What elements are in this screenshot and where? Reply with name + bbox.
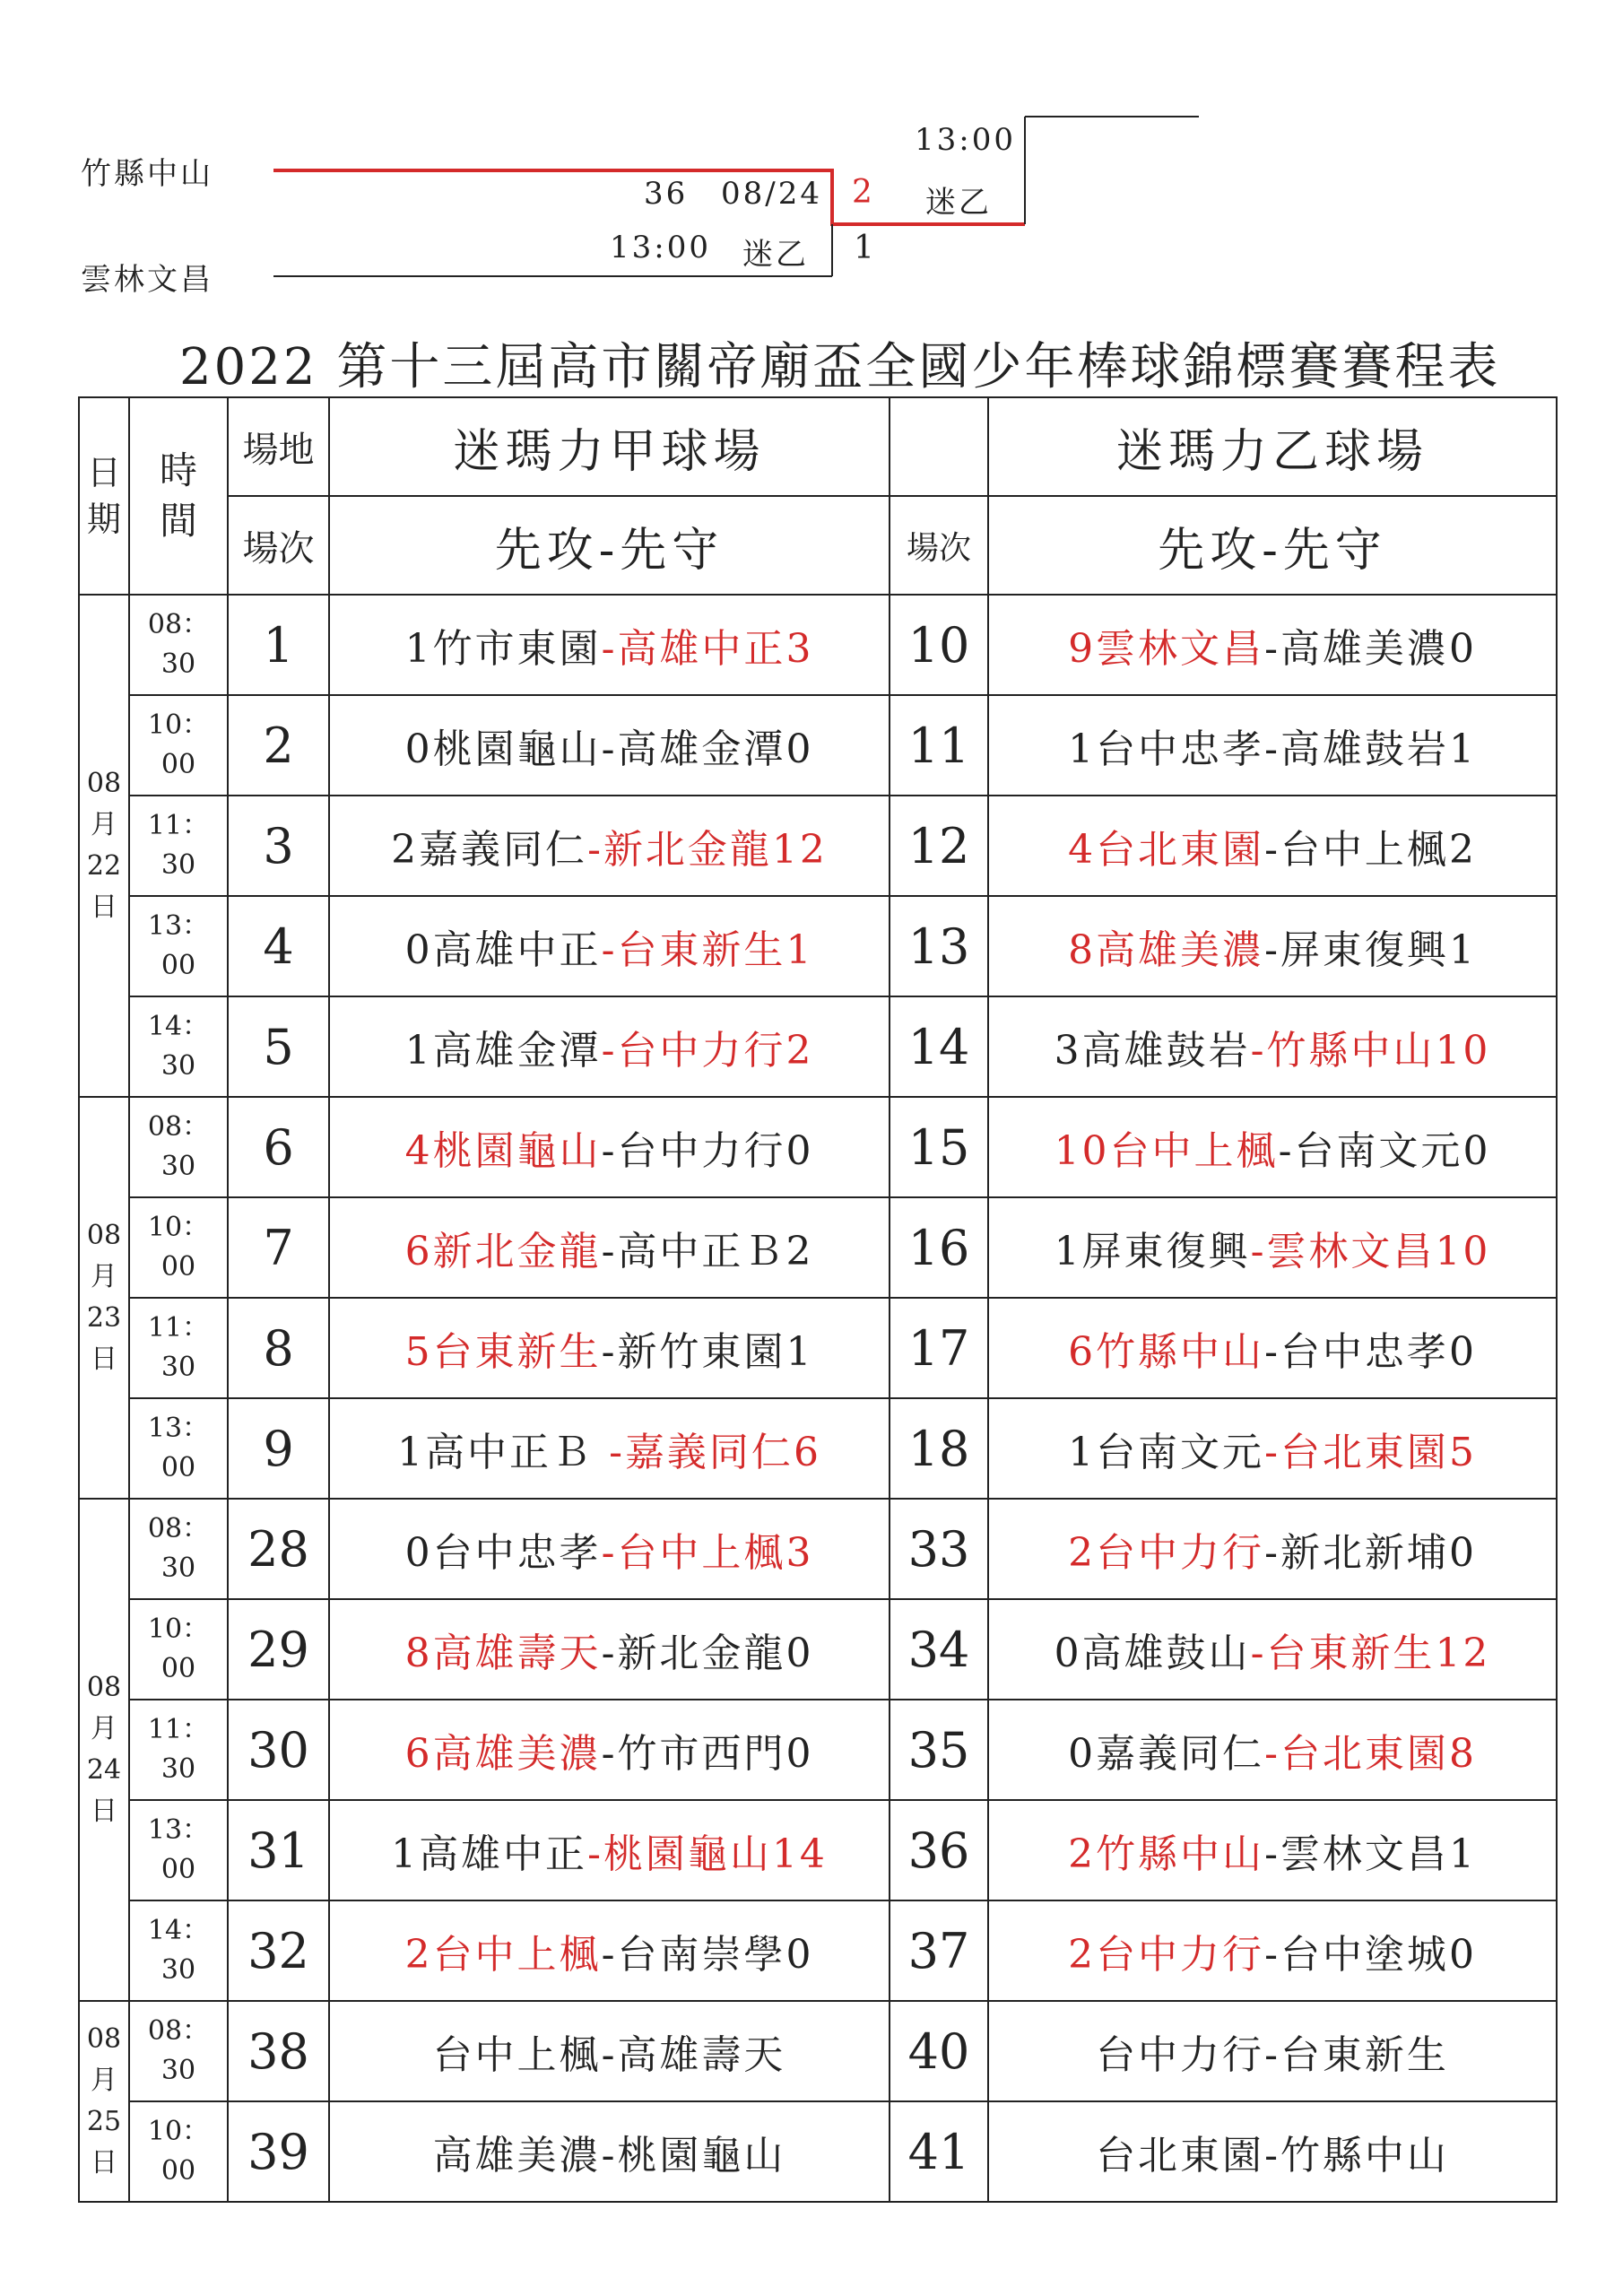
game-number-a: 38	[228, 2001, 329, 2101]
schedule-row	[79, 1700, 1557, 1800]
home-team: 竹縣中山	[1266, 1028, 1436, 1074]
home-score: 1	[1448, 726, 1477, 772]
time-label: 08： 30	[147, 609, 210, 680]
home-score: 1	[785, 1329, 814, 1375]
schedule-row	[79, 1398, 1557, 1499]
dash: -	[601, 726, 618, 772]
away-team: 嘉義同仁	[419, 827, 588, 873]
matchup-cell-a	[329, 1097, 890, 1197]
home-score: 0	[1462, 1128, 1491, 1174]
away-score: 2	[391, 827, 420, 873]
game-number-header-a: 場次	[228, 496, 329, 595]
matchup-header-a: 先攻-先守	[329, 496, 890, 595]
date-label: 08 月 22 日	[86, 768, 122, 923]
matchup-cell-a	[329, 595, 890, 695]
dash: -	[601, 1932, 618, 1978]
away-team: 新北金龍	[432, 1229, 602, 1274]
time-cell	[129, 695, 228, 796]
schedule-row	[79, 996, 1557, 1097]
game-number-a: 39	[228, 2101, 329, 2202]
home-score: 0	[785, 1631, 814, 1676]
matchup-cell-a	[329, 2001, 890, 2101]
dash: -	[601, 1028, 618, 1074]
matchup-cell-a	[329, 1900, 890, 2001]
time-cell	[129, 796, 228, 896]
home-team: 高雄美濃	[1280, 626, 1449, 672]
date-label: 08 月 23 日	[86, 1220, 122, 1375]
header-row-2	[79, 496, 1557, 595]
time-label: 10： 00	[147, 709, 210, 780]
matchup-cell-b	[988, 896, 1557, 996]
schedule-row	[79, 1197, 1557, 1298]
matchup-header-b: 先攻-先守	[988, 496, 1557, 595]
dash: -	[1264, 1731, 1280, 1777]
away-score: 6	[404, 1229, 433, 1274]
home-team: 高雄中正	[617, 626, 786, 672]
schedule-row	[79, 2101, 1557, 2202]
away-team: 桃園龜山	[432, 1128, 602, 1174]
bracket-score-bottom: 1	[854, 230, 874, 266]
home-score: 14	[771, 1831, 828, 1877]
matchup-cell-b	[988, 1197, 1557, 1298]
home-team: 高雄壽天	[617, 2032, 786, 2078]
dash: -	[1250, 1028, 1267, 1074]
matchup-cell-b	[988, 595, 1557, 695]
dash: -	[1264, 626, 1280, 672]
away-score: 2	[1068, 1831, 1097, 1877]
home-score: 0	[785, 1128, 814, 1174]
away-score: 10	[1054, 1128, 1110, 1174]
dash: -	[1264, 827, 1280, 873]
home-team: 台中忠孝	[1280, 1329, 1449, 1375]
time-label: 10： 00	[147, 1613, 210, 1684]
matchup-cell-b	[988, 2101, 1557, 2202]
game-number-b: 16	[890, 1197, 988, 1298]
game-number-b: 37	[890, 1900, 988, 2001]
home-score: 3	[785, 626, 814, 672]
home-score: 0	[1448, 1530, 1477, 1576]
home-team: 高中正Ｂ	[617, 1229, 786, 1274]
dash: -	[1278, 1128, 1295, 1174]
matchup-cell-b	[988, 1298, 1557, 1398]
matchup-cell-b	[988, 796, 1557, 896]
away-score: 4	[404, 1128, 433, 1174]
schedule-row	[79, 1298, 1557, 1398]
game-number-a: 2	[228, 695, 329, 796]
schedule-row	[79, 1900, 1557, 2001]
venue-header: 場地	[228, 397, 329, 496]
away-team: 高雄金潭	[432, 1028, 602, 1074]
schedule-row	[79, 1800, 1557, 1900]
home-team: 台中上楓	[617, 1530, 786, 1576]
dash: -	[601, 1530, 618, 1576]
home-team: 新北新埔	[1280, 1530, 1449, 1576]
schedule-row	[79, 695, 1557, 796]
blank-header	[890, 397, 988, 496]
time-label: 08： 30	[147, 1513, 210, 1584]
away-team: 高雄美濃	[432, 1731, 602, 1777]
dash: -	[1250, 1631, 1267, 1676]
dash: -	[1264, 2133, 1280, 2179]
game-number-b: 15	[890, 1097, 988, 1197]
schedule-table	[78, 396, 1558, 2203]
game-number-b: 41	[890, 2101, 988, 2202]
time-label: 10： 00	[147, 1212, 210, 1283]
game-number-b: 33	[890, 1499, 988, 1599]
time-cell	[129, 1900, 228, 2001]
dash: -	[1264, 726, 1280, 772]
matchup-cell-a	[329, 1700, 890, 1800]
bracket-lines	[0, 0, 1623, 305]
home-score: 1	[1448, 927, 1477, 973]
date-cell	[79, 595, 129, 1097]
home-team: 屏東復興	[1280, 927, 1449, 973]
field-b-header: 迷瑪力乙球場	[988, 397, 1557, 496]
home-score: 0	[1448, 1932, 1477, 1978]
bracket-game-number: 36	[644, 176, 689, 212]
time-label: 13： 00	[147, 910, 210, 981]
game-number-b: 35	[890, 1700, 988, 1800]
home-team: 雲林文昌	[1280, 1831, 1449, 1877]
dash: -	[1250, 1229, 1267, 1274]
away-score: 1	[404, 626, 433, 672]
date-cell	[79, 2001, 129, 2202]
away-score: 5	[404, 1329, 433, 1375]
away-score: 1	[1054, 1229, 1082, 1274]
away-score: 1	[1068, 726, 1097, 772]
away-score: 0	[404, 927, 433, 973]
game-number-a: 7	[228, 1197, 329, 1298]
away-team: 屏東復興	[1081, 1229, 1251, 1274]
dash: -	[1264, 2032, 1280, 2078]
time-cell	[129, 1700, 228, 1800]
time-cell	[129, 2101, 228, 2202]
time-label: 14： 30	[147, 1011, 210, 1082]
matchup-cell-b	[988, 1499, 1557, 1599]
home-score: 1	[785, 927, 814, 973]
bracket-game-field: 迷乙	[742, 237, 809, 273]
dash: -	[1264, 1932, 1280, 1978]
away-score: 8	[1068, 927, 1097, 973]
time-cell	[129, 1097, 228, 1197]
away-score: 8	[404, 1631, 433, 1676]
dash: -	[601, 1631, 618, 1676]
bracket-next-time: 13:00	[915, 122, 1016, 158]
home-score: 10	[1435, 1229, 1491, 1274]
away-team: 高雄中正	[419, 1831, 588, 1877]
game-number-b: 13	[890, 896, 988, 996]
schedule-row	[79, 1499, 1557, 1599]
matchup-cell-b	[988, 1398, 1557, 1499]
home-score: 6	[793, 1430, 821, 1475]
home-team: 台東新生	[1280, 2032, 1449, 2078]
home-score: 0	[785, 1932, 814, 1978]
dash: -	[601, 2032, 618, 2078]
game-number-a: 29	[228, 1599, 329, 1700]
away-score: 9	[1068, 626, 1097, 672]
date-label: 08 月 25 日	[86, 2023, 122, 2179]
away-score: 2	[1068, 1932, 1097, 1978]
home-team: 竹市西門	[617, 1731, 786, 1777]
time-cell	[129, 2001, 228, 2101]
matchup-cell-a	[329, 2101, 890, 2202]
home-team: 台中塗城	[1280, 1932, 1449, 1978]
away-score: 3	[1054, 1028, 1082, 1074]
time-label: 11： 30	[147, 1714, 210, 1785]
away-team: 台中上楓	[432, 1932, 602, 1978]
game-number-b: 17	[890, 1298, 988, 1398]
schedule-row	[79, 896, 1557, 996]
away-team: 竹市東園	[432, 626, 602, 672]
home-team: 嘉義同仁	[624, 1430, 794, 1475]
schedule-row	[79, 595, 1557, 695]
away-team: 高雄鼓山	[1081, 1631, 1251, 1676]
home-team: 雲林文昌	[1266, 1229, 1436, 1274]
away-team: 高雄中正	[432, 927, 602, 973]
time-cell	[129, 1800, 228, 1900]
home-score: 2	[785, 1229, 814, 1274]
date-cell	[79, 1499, 129, 2001]
dash: -	[1264, 1831, 1280, 1877]
time-label: 08： 30	[147, 1111, 210, 1182]
bracket-score-top: 2	[852, 174, 872, 211]
game-number-a: 9	[228, 1398, 329, 1499]
matchup-cell-b	[988, 1599, 1557, 1700]
home-team: 台東新生	[1266, 1631, 1436, 1676]
home-team: 新北金龍	[617, 1631, 786, 1676]
matchup-cell-a	[329, 695, 890, 796]
matchup-cell-b	[988, 996, 1557, 1097]
time-cell	[129, 996, 228, 1097]
home-score: 5	[1448, 1430, 1477, 1475]
away-team: 雲林文昌	[1096, 626, 1265, 672]
away-score: 0	[1068, 1731, 1097, 1777]
time-label: 11： 30	[147, 1312, 210, 1383]
schedule-row	[79, 2001, 1557, 2101]
away-team: 台東新生	[432, 1329, 602, 1375]
home-score: 2	[785, 1028, 814, 1074]
home-score: 1	[1448, 1831, 1477, 1877]
home-score: 2	[1448, 827, 1477, 873]
matchup-cell-b	[988, 1900, 1557, 2001]
matchup-cell-a	[329, 1398, 890, 1499]
page-title: 2022 第十三屆高市關帝廟盃全國少年棒球錦標賽賽程表	[179, 338, 1501, 396]
time-cell	[129, 1398, 228, 1499]
dash: -	[601, 2133, 618, 2179]
away-team: 高雄壽天	[432, 1631, 602, 1676]
game-number-b: 10	[890, 595, 988, 695]
dash: -	[601, 1229, 618, 1274]
dash: -	[601, 1128, 618, 1174]
time-cell	[129, 896, 228, 996]
away-team: 高雄美濃	[432, 2133, 602, 2179]
dash: -	[601, 1731, 618, 1777]
away-score: 1	[1068, 1430, 1097, 1475]
time-cell	[129, 1599, 228, 1700]
away-score: 0	[404, 726, 433, 772]
game-number-b: 18	[890, 1398, 988, 1499]
matchup-cell-a	[329, 996, 890, 1097]
time-label: 08： 30	[147, 2015, 210, 2086]
time-cell	[129, 1499, 228, 1599]
home-team: 新北金龍	[603, 827, 772, 873]
bracket-game-date: 08/24	[721, 176, 822, 212]
away-score: 2	[1068, 1530, 1097, 1576]
game-number-header-b: 場次	[890, 496, 988, 595]
game-number-a: 1	[228, 595, 329, 695]
home-team: 桃園龜山	[617, 2133, 786, 2179]
time-label: 11： 30	[147, 810, 210, 881]
game-number-b: 12	[890, 796, 988, 896]
bracket-game-time: 13:00	[610, 230, 711, 265]
home-team: 台南文元	[1294, 1128, 1463, 1174]
matchup-cell-a	[329, 1800, 890, 1900]
game-number-b: 11	[890, 695, 988, 796]
dash: -	[601, 927, 618, 973]
matchup-cell-a	[329, 796, 890, 896]
home-score: 8	[1448, 1731, 1477, 1777]
matchup-cell-a	[329, 1599, 890, 1700]
away-team: 台北東園	[1096, 827, 1265, 873]
away-team: 竹縣中山	[1096, 1831, 1265, 1877]
date-header: 日 期	[79, 397, 129, 595]
home-team: 台東新生	[617, 927, 786, 973]
home-score: 0	[1448, 626, 1477, 672]
away-score: 4	[1068, 827, 1097, 873]
dash: -	[587, 1831, 603, 1877]
home-score: 12	[771, 827, 828, 873]
away-team: 台中力行	[1096, 1932, 1265, 1978]
away-team: 桃園龜山	[432, 726, 602, 772]
matchup-cell-a	[329, 1499, 890, 1599]
home-score: 3	[785, 1530, 814, 1576]
date-cell	[79, 1097, 129, 1499]
matchup-cell-a	[329, 896, 890, 996]
game-number-b: 36	[890, 1800, 988, 1900]
home-team: 台北東園	[1280, 1430, 1449, 1475]
away-team: 嘉義同仁	[1096, 1731, 1265, 1777]
away-team: 台中上楓	[1109, 1128, 1279, 1174]
game-number-a: 3	[228, 796, 329, 896]
away-score: 6	[1068, 1329, 1097, 1375]
home-team: 高雄鼓岩	[1280, 726, 1449, 772]
away-team: 台南文元	[1096, 1430, 1265, 1475]
home-team: 桃園龜山	[603, 1831, 772, 1877]
home-score: 12	[1435, 1631, 1491, 1676]
time-cell	[129, 1197, 228, 1298]
time-cell	[129, 595, 228, 695]
time-header: 時 間	[129, 397, 228, 595]
matchup-cell-b	[988, 1800, 1557, 1900]
away-team: 高雄美濃	[1096, 927, 1265, 973]
away-score: 2	[404, 1932, 433, 1978]
away-team: 竹縣中山	[1096, 1329, 1265, 1375]
header-row-1	[79, 397, 1557, 496]
date-label: 08 月 24 日	[86, 1672, 122, 1827]
away-team: 台中忠孝	[1096, 726, 1265, 772]
home-team: 竹縣中山	[1280, 2133, 1449, 2179]
time-label: 13： 00	[147, 1814, 210, 1885]
matchup-cell-b	[988, 1700, 1557, 1800]
home-score: 10	[1435, 1028, 1491, 1074]
time-cell	[129, 1298, 228, 1398]
schedule-row	[79, 1599, 1557, 1700]
away-score: 1	[404, 1028, 433, 1074]
time-label: 13： 00	[147, 1413, 210, 1483]
dash: -	[1264, 927, 1280, 973]
away-team: 台北東園	[1096, 2133, 1265, 2179]
away-team: 高雄鼓岩	[1081, 1028, 1251, 1074]
dash: -	[601, 626, 618, 672]
away-score: 1	[397, 1430, 426, 1475]
schedule-body	[79, 595, 1557, 2202]
dash: -	[1264, 1329, 1280, 1375]
field-a-header: 迷瑪力甲球場	[329, 397, 890, 496]
dash: -	[1264, 1430, 1280, 1475]
away-team: 台中力行	[1096, 2032, 1265, 2078]
home-team: 新竹東園	[617, 1329, 786, 1375]
game-number-a: 30	[228, 1700, 329, 1800]
game-number-a: 28	[228, 1499, 329, 1599]
game-number-b: 34	[890, 1599, 988, 1700]
home-team: 台中上楓	[1280, 827, 1449, 873]
matchup-cell-b	[988, 2001, 1557, 2101]
game-number-a: 8	[228, 1298, 329, 1398]
time-label: 14： 30	[147, 1915, 210, 1986]
home-team: 高雄金潭	[617, 726, 786, 772]
away-team: 台中上楓	[432, 2032, 602, 2078]
matchup-cell-b	[988, 1097, 1557, 1197]
home-score: 0	[1448, 1329, 1477, 1375]
away-team: 台中忠孝	[432, 1530, 602, 1576]
dash: -	[601, 1329, 618, 1375]
home-score: 0	[785, 1731, 814, 1777]
matchup-cell-a	[329, 1197, 890, 1298]
dash: -	[587, 827, 603, 873]
schedule-row	[79, 796, 1557, 896]
home-team: 台南崇學	[617, 1932, 786, 1978]
game-number-a: 32	[228, 1900, 329, 2001]
home-team: 台中力行	[617, 1128, 786, 1174]
game-number-b: 40	[890, 2001, 988, 2101]
home-team: 台北東園	[1280, 1731, 1449, 1777]
game-number-a: 31	[228, 1800, 329, 1900]
schedule-row	[79, 1097, 1557, 1197]
time-label: 10： 00	[147, 2116, 210, 2187]
game-number-a: 5	[228, 996, 329, 1097]
away-score: 0	[404, 1530, 433, 1576]
bracket-next-field: 迷乙	[925, 185, 992, 221]
away-score: 0	[1054, 1631, 1082, 1676]
away-score: 1	[391, 1831, 420, 1877]
bracket-team-top: 竹縣中山	[81, 156, 213, 192]
bracket-team-bottom: 雲林文昌	[81, 262, 213, 298]
home-team: 台中力行	[617, 1028, 786, 1074]
dash: -	[1264, 1530, 1280, 1576]
home-score: 0	[785, 726, 814, 772]
matchup-cell-a	[329, 1298, 890, 1398]
away-score: 6	[404, 1731, 433, 1777]
away-team: 高中正Ｂ	[425, 1430, 610, 1475]
away-team: 台中力行	[1096, 1530, 1265, 1576]
matchup-cell-b	[988, 695, 1557, 796]
game-number-b: 14	[890, 996, 988, 1097]
dash: -	[609, 1430, 625, 1475]
game-number-a: 4	[228, 896, 329, 996]
game-number-a: 6	[228, 1097, 329, 1197]
